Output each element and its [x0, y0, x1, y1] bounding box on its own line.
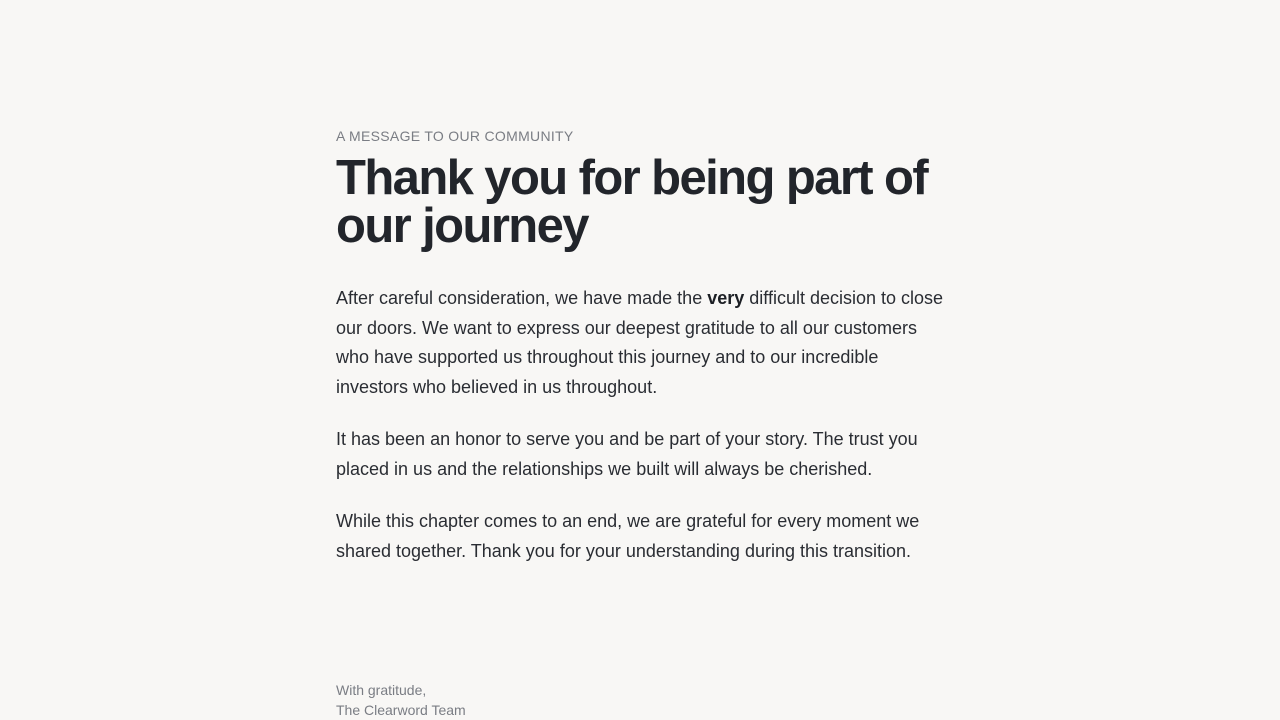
emphasis-text: very [707, 288, 745, 308]
paragraph-text: After careful consideration, we have made the [336, 288, 708, 308]
paragraph-honor: It has been an honor to serve you and be part of your story. The trust you placed in us and the relationships we built will always be cherished. [336, 429, 918, 479]
paragraph-text: difficult decision to close our doors. We want to express our deepest gratitude to all our customers who have supported us throughout this journey and to our incredible investors who believed in us throughout. [336, 288, 944, 397]
signoff [336, 680, 466, 720]
signoff-greeting: With gratitude, [336, 682, 427, 698]
signoff-team-name: The Clearword Team [336, 702, 466, 718]
paragraph-closing-announcement [336, 284, 944, 402]
message-container [336, 127, 944, 589]
message-body [336, 284, 944, 566]
page-title: Thank you for being part of our journey [336, 151, 928, 253]
paragraph-farewell: While this chapter comes to an end, we are grateful for every moment we shared together. Thank you for your understanding during this transition. [336, 511, 920, 561]
eyebrow-label: A MESSAGE TO OUR COMMUNITY [336, 128, 574, 144]
